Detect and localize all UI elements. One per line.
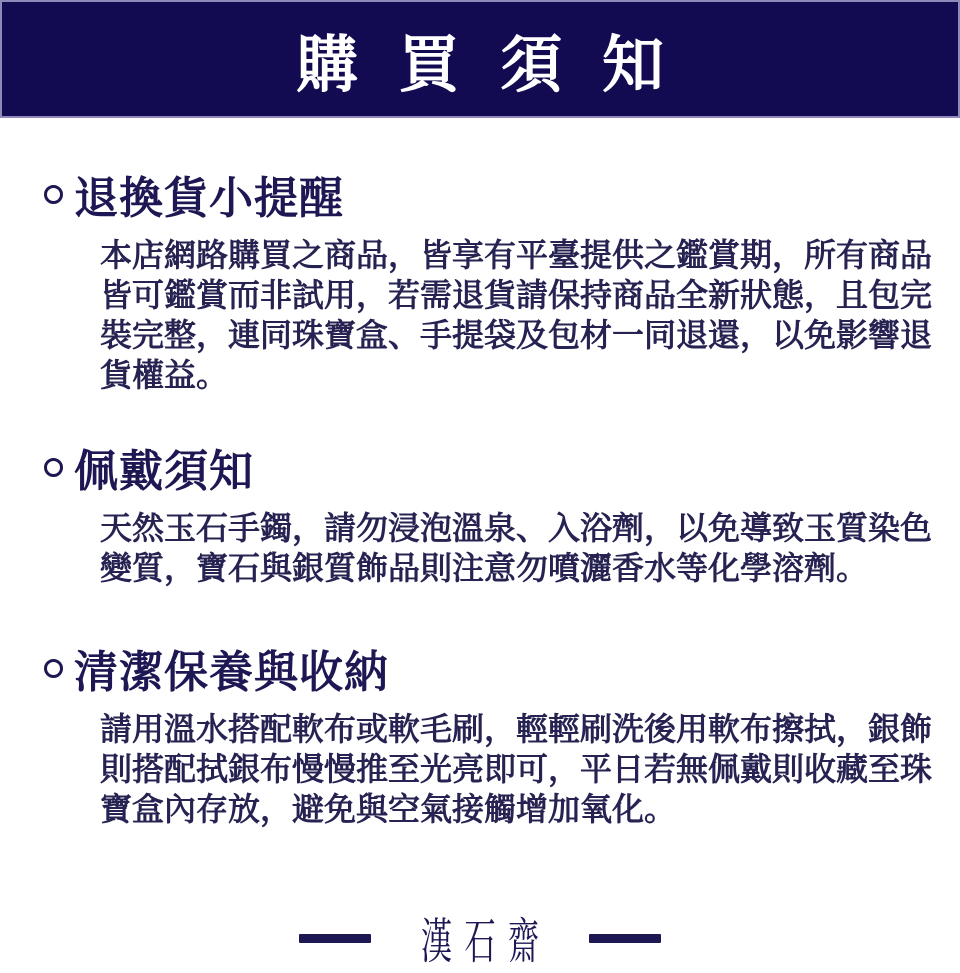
section-return-policy — [44, 168, 960, 395]
circle-bullet-icon — [44, 659, 63, 678]
body-line: 貨權益。 — [100, 357, 229, 393]
section-title-wearing-notice: 佩戴須知 — [74, 447, 254, 496]
section-heading-row — [44, 168, 960, 223]
circle-bullet-icon — [44, 185, 63, 204]
body-line: 變質，寶石與銀質飾品則注意勿噴灑香水等化學溶劑。 — [100, 550, 869, 586]
section-heading-row — [44, 441, 960, 496]
circle-bullet-icon — [44, 458, 63, 477]
section-body-wearing-notice — [100, 508, 960, 588]
section-care-storage — [44, 642, 960, 829]
section-body-return-policy — [100, 235, 960, 395]
body-line: 則搭配拭銀布慢慢推至光亮即可，平日若無佩戴則收藏至珠 — [100, 751, 933, 787]
section-heading-row — [44, 642, 960, 697]
page-banner — [0, 0, 960, 118]
body-line: 寶盒內存放，避免與空氣接觸增加氧化。 — [100, 791, 677, 827]
body-line: 天然玉石手鐲，請勿浸泡溫泉、入浴劑，以免導致玉質染色 — [100, 510, 933, 546]
section-title-care-storage: 清潔保養與收納 — [74, 648, 389, 697]
left-dash-divider — [299, 934, 371, 943]
section-title-return-policy: 退換貨小提醒 — [74, 174, 344, 223]
right-dash-divider — [589, 934, 661, 943]
brand-logo-text: 漢石齋 — [420, 913, 552, 969]
body-line: 請用溫水搭配軟布或軟毛刷，輕輕刷洗後用軟布擦拭，銀飾 — [100, 711, 933, 747]
notice-content — [0, 168, 960, 829]
brand-footer — [0, 905, 960, 971]
body-line: 裝完整，連同珠寶盒、手提袋及包材一同退還，以免影響退 — [100, 317, 933, 353]
section-wearing-notice — [44, 441, 960, 588]
section-body-care-storage — [100, 709, 960, 829]
body-line: 本店網路購買之商品，皆享有平臺提供之鑑賞期，所有商品 — [100, 237, 933, 273]
page-title: 購買須知 — [295, 30, 704, 100]
body-line: 皆可鑑賞而非試用，若需退貨請保持商品全新狀態，且包完 — [100, 277, 933, 313]
